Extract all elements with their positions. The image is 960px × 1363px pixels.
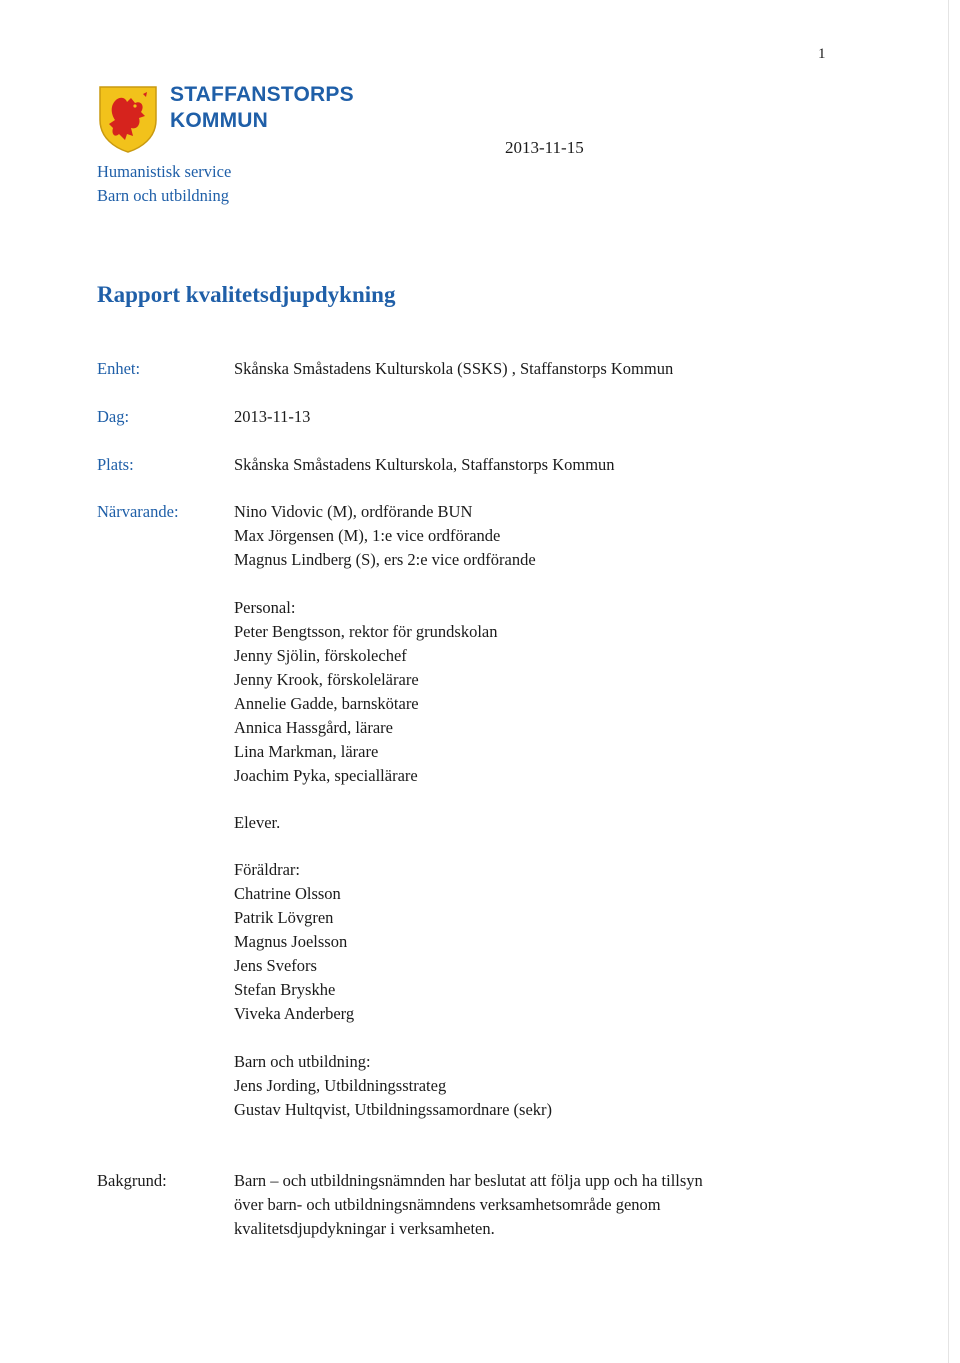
page-edge — [948, 0, 949, 1363]
dag-label: Dag: — [97, 407, 130, 426]
personal-item: Lina Markman, lärare — [234, 742, 379, 761]
politician-item: Max Jörgensen (M), 1:e vice ordförande — [234, 526, 501, 545]
coat-of-arms-icon — [97, 84, 159, 154]
bakgrund-line: över barn- och utbildningsnämndens verksamhetsområde genom — [234, 1195, 661, 1214]
foralder-item: Patrik Lövgren — [234, 908, 334, 927]
foralder-item: Viveka Anderberg — [234, 1004, 355, 1023]
personal-heading: Personal: — [234, 598, 296, 617]
foralder-item: Magnus Joelsson — [234, 932, 348, 951]
org-name-line1: STAFFANSTORPS — [170, 83, 354, 106]
foralder-item: Chatrine Olsson — [234, 884, 341, 903]
narvarande-label: Närvarande: — [97, 502, 179, 521]
personal-item: Annelie Gadde, barnskötare — [234, 694, 419, 713]
dept-line2: Barn och utbildning — [97, 186, 229, 205]
personal-item: Jenny Sjölin, förskolechef — [234, 646, 407, 665]
politician-item: Magnus Lindberg (S), ers 2:e vice ordförande — [234, 550, 536, 569]
bou-heading: Barn och utbildning: — [234, 1052, 371, 1071]
page-number: 1 — [818, 46, 826, 62]
foralder-item: Jens Svefors — [234, 956, 317, 975]
personal-item: Peter Bengtsson, rektor för grundskolan — [234, 622, 498, 641]
document-date: 2013-11-15 — [505, 138, 584, 157]
personal-item: Jenny Krook, förskolelärare — [234, 670, 419, 689]
bou-item: Jens Jording, Utbildningsstrateg — [234, 1076, 447, 1095]
foraldrar-heading: Föräldrar: — [234, 860, 300, 879]
elever-text: Elever. — [234, 813, 281, 832]
bou-item: Gustav Hultqvist, Utbildningssamordnare (sekr) — [234, 1100, 553, 1119]
bakgrund-line: Barn – och utbildningsnämnden har beslutat att följa upp och ha tillsyn — [234, 1171, 703, 1190]
personal-item: Annica Hassgård, lärare — [234, 718, 393, 737]
plats-label: Plats: — [97, 455, 134, 474]
plats-value: Skånska Småstadens Kulturskola, Staffanstorps Kommun — [234, 455, 615, 474]
bakgrund-line: kvalitetsdjupdykningar i verksamheten. — [234, 1219, 495, 1238]
politician-item: Nino Vidovic (M), ordförande BUN — [234, 502, 473, 521]
foralder-item: Stefan Bryskhe — [234, 980, 336, 999]
bakgrund-label: Bakgrund: — [97, 1171, 167, 1190]
dag-value: 2013-11-13 — [234, 407, 311, 426]
dept-line1: Humanistisk service — [97, 162, 232, 181]
enhet-label: Enhet: — [97, 359, 141, 378]
org-name-line2: KOMMUN — [170, 109, 269, 132]
enhet-value: Skånska Småstadens Kulturskola (SSKS) , Staffanstorps Kommun — [234, 359, 674, 378]
report-title: Rapport kvalitetsdjupdykning — [97, 282, 396, 307]
personal-item: Joachim Pyka, speciallärare — [234, 766, 418, 785]
